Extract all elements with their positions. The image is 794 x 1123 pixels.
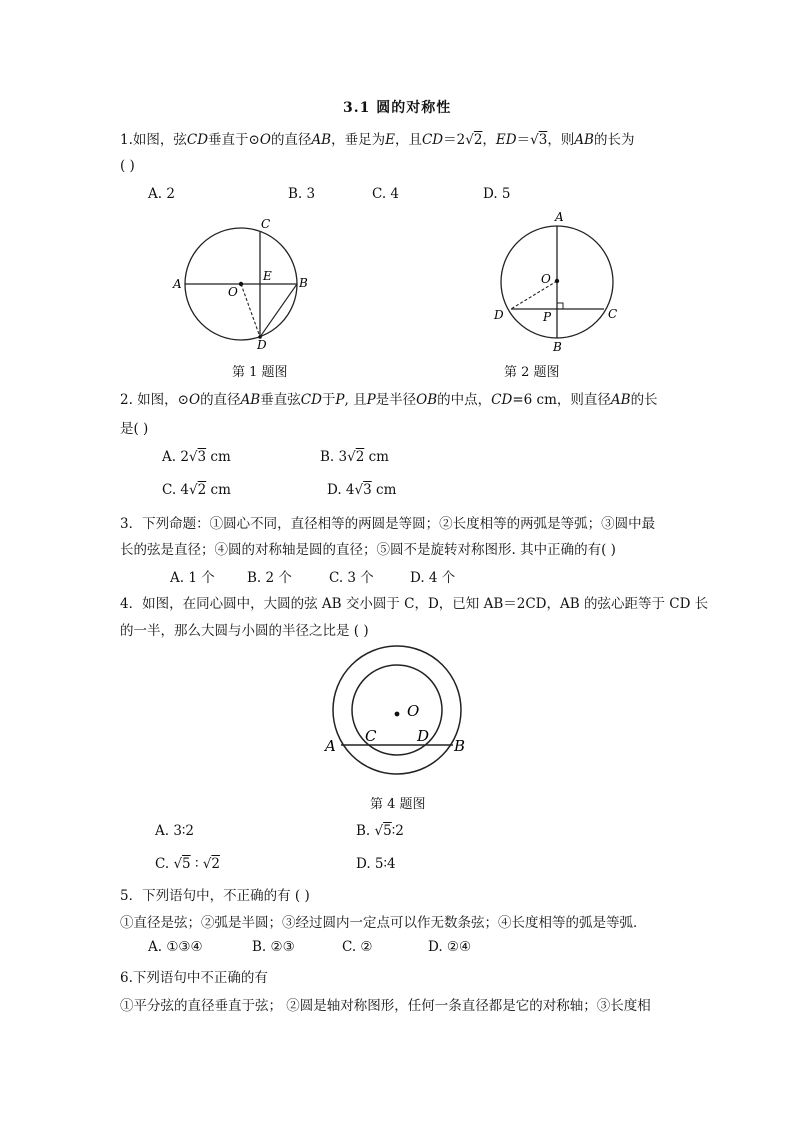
fig2-label-o: O [541,272,551,286]
fig2-label-p: P [543,310,552,324]
q2-opt-d-pre: D. 4 [327,482,355,498]
q1-var-o: O [259,132,271,148]
sqrt-icon: √ [173,856,183,872]
q4-option-a: A. 3∶2 [155,823,195,839]
q2-var-ab: AB [240,392,261,408]
fig1-dashed-od [241,284,260,337]
q2-opt-c-post: cm [210,482,231,498]
q1-rad2: 3 [538,132,548,148]
sqrt-icon: √ [202,856,212,872]
q1-option-a: A. 2 [148,186,175,202]
q2-text-a: 2. 如图，⊙ [120,392,189,408]
figure-2 [490,206,630,356]
fig2-center-dot [555,279,559,283]
q2-opt-a-post: cm [210,449,231,465]
q2-opt-a-rad: 3 [197,449,207,465]
q2-opt-b-rad: 2 [355,449,365,465]
q4-opt-b-rad: 5 [383,823,392,839]
q2-var-o: O [188,392,201,408]
q4-line2: 的一半，那么大圆与小圆的半径之比是 ( ) [120,623,369,639]
q2-text-i: 的长 [630,392,658,408]
q5-line2: ①直径是弦；②弧是半圆；③经过圆内一定点可以作无数条弦；④长度相等的弧是等弧． [120,915,647,931]
q1-text-c: 的直径 [270,132,312,148]
q2-text-c: 垂直弦 [260,392,301,408]
fig1-label-b: B [299,276,308,290]
figure-4 [322,648,482,788]
q1-eq1: ＝2 [443,132,466,148]
q6-line2: ①平分弦的直径垂直于弦； ②圆是轴对称图形，任何一条直径都是它的对称轴；③长度相 [120,998,651,1014]
q1-paren: ( ) [120,158,135,174]
q5-option-c: C. ② [342,939,373,955]
q2-option-a [162,449,231,465]
fig1-label-d: D [257,338,267,352]
q1-text-a: 1.如图，弦 [120,132,187,148]
q1-text-b: 垂直于⊙ [208,132,260,148]
q2-text-f: 是半径 [375,392,417,408]
fig2-label-a: A [555,210,564,224]
fig1-label-c: C [261,217,271,231]
q4-option-d: D. 5∶4 [356,856,396,872]
fig1-line-bd [260,284,297,337]
q1-var-ab2: AB [574,132,594,148]
q2-opt-c-pre: C. 4 [162,482,190,498]
q4-opt-b-pre: B. [356,823,371,839]
q6-line1: 6.下列语句中不正确的有 [120,970,268,986]
q4-opt-c-mid: ∶ [194,856,199,872]
q2-var-p: P [335,392,345,408]
q1-var-cd: CD [186,132,209,148]
figure-1 [168,212,328,352]
q1-text-f: ， [482,132,496,148]
q1-var-e: E [385,132,395,148]
sqrt-icon: √ [347,449,356,465]
fig2-caption: 第 2 题图 [504,365,560,380]
q1-text-g: ，则 [547,132,575,148]
q4-opt-c-rad1: 5 [182,856,191,872]
q3-option-a: A. 1 个 [170,570,215,586]
q2-opt-d-post: cm [376,482,397,498]
fig2-right-angle-mark [557,303,563,309]
sqrt-icon: √ [530,132,539,148]
q5-option-b: B. ②③ [252,939,295,955]
fig1-label-a: A [173,277,182,291]
q2-option-d [327,482,396,498]
q5-option-d: D. ②④ [428,939,472,955]
q3-line1: 3．下列命题：①圆心不同，直径相等的两圆是等圆；②长度相等的两弧是等弧；③圆中最 [120,516,656,532]
fig1-center-dot [239,282,243,286]
q2-text-e: , 且 [344,392,367,408]
fig2-label-b: B [553,340,562,354]
q2-text-b: 的直径 [200,392,241,408]
q4-line1: 4．如图，在同心圆中，大圆的弦 AB 交小圆于 C，D，已知 AB＝2CD，AB 的弦心距等于 CD 长 [120,596,709,612]
q2-var-ob: OB [416,392,438,408]
q1-text-d: ，垂足为 [331,132,386,148]
q3-option-d: D. 4 个 [410,570,456,586]
fig4-label-a: A [325,737,336,755]
q5-option-a: A. ①③④ [148,939,203,955]
q2-text-h: =6 cm，则直径 [512,392,611,408]
q2-option-c [162,482,231,498]
q4-option-c [155,856,220,872]
q3-option-c: C. 3 个 [329,570,374,586]
fig4-label-b: B [454,737,466,755]
q1-text-h: 的长为 [593,132,635,148]
sqrt-icon: √ [189,482,198,498]
q2-opt-d-rad: 3 [363,482,372,498]
q1-var-ab: AB [311,132,332,148]
q2-var-p2: P [366,392,376,408]
fig2-label-c: C [608,307,618,321]
page-title: 3.1 圆的对称性 [343,100,452,116]
q2-opt-a-pre: A. 2 [162,449,189,465]
q2-opt-b-pre: B. 3 [320,449,348,465]
q1-rad1: 2 [473,132,483,148]
fig4-caption: 第 4 题图 [370,797,426,812]
q1-option-c: C. 4 [372,186,400,202]
sqrt-icon: √ [465,132,474,148]
sqrt-icon: √ [188,449,198,465]
q2-var-ab2: AB [610,392,631,408]
q2-opt-b-post: cm [368,449,389,465]
q2-opt-c-rad: 2 [197,482,207,498]
fig4-label-o: O [407,702,420,720]
q4-opt-c-pre: C. [155,856,170,872]
fig4-label-d: D [417,727,430,745]
q2-stem [120,388,658,408]
q2-line2: 是( ) [120,421,149,437]
q1-eq2: ＝ [516,132,531,148]
q4-opt-b-post: ∶2 [391,823,404,839]
fig1-label-o: O [228,285,238,299]
q1-option-d: D. 5 [483,186,511,202]
q4-option-b [356,823,404,839]
q2-option-b [320,449,389,465]
fig4-center-dot [395,712,400,717]
fig4-label-c: C [365,727,377,745]
q2-text-g: 的中点， [437,392,492,408]
q1-var-cd2: CD [421,132,444,148]
fig1-caption: 第 1 题图 [232,365,288,380]
q2-text-d: 于 [321,392,336,408]
sqrt-icon: √ [354,482,364,498]
q3-option-b: B. 2 个 [247,570,292,586]
q2-var-cd2: CD [491,392,513,408]
q3-line2: 长的弦是直径；④圆的对称轴是圆的直径；⑤圆不是旋转对称图形. 其中正确的有( ) [120,542,616,558]
q1-text-e: ，且 [394,132,422,148]
fig1-label-e: E [263,269,272,283]
q4-opt-c-rad2: 2 [211,856,220,872]
q1-stem [120,128,634,148]
q1-var-ed: ED [495,132,517,148]
q5-line1: 5．下列语句中，不正确的有 ( ) [120,888,310,904]
q2-var-cd: CD [300,392,322,408]
fig2-label-d: D [494,308,504,322]
q1-option-b: B. 3 [288,186,316,202]
sqrt-icon: √ [374,823,384,839]
